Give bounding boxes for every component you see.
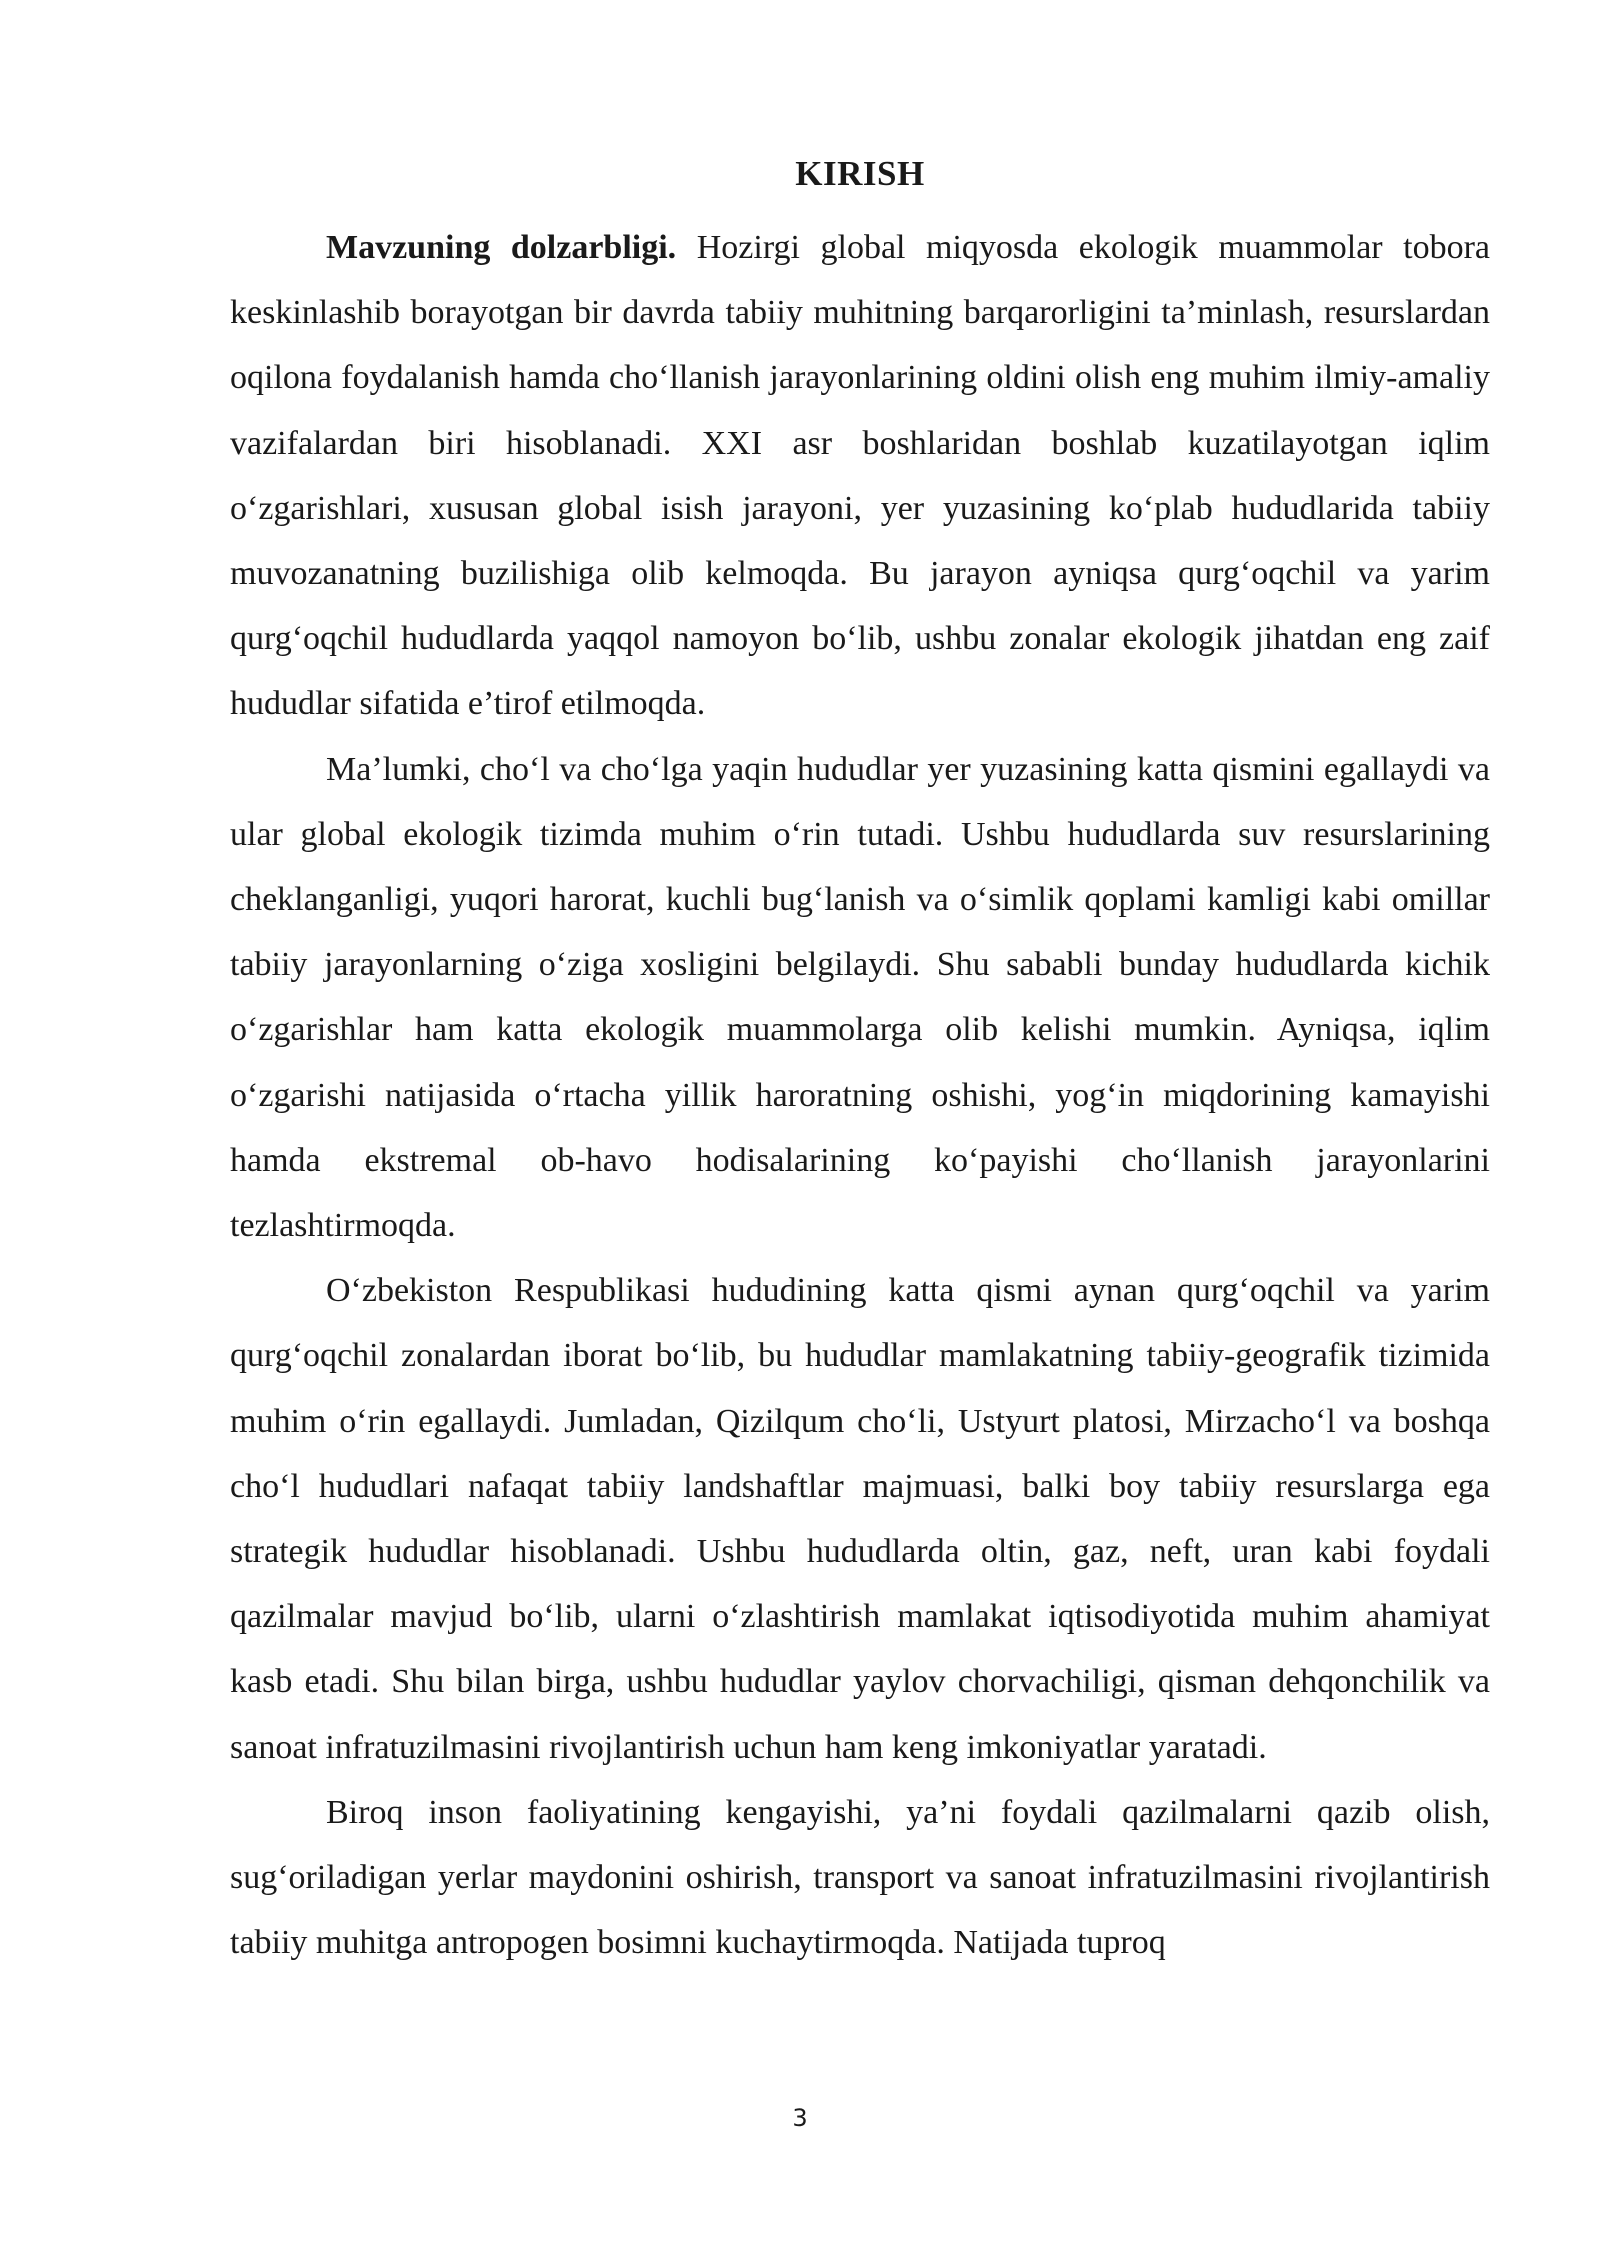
paragraph-text: Hozirgi global miqyosda ekologik muammolar tobora keskinlashib borayotgan bir davrda tabiiy muhitning barqarorligini ta’minlash, resurslardan oqilona foydalanish hamda cho‘llanish jarayonlarining oldini olish eng muhim ilmiy-amaliy vazifalardan biri hisoblanadi. XXI asr boshlaridan boshlab kuzatilayotgan iqlim o‘zgarishlari, xususan global isish jarayoni, yer yuzasining ko‘plab hududlarida tabiiy muvozanatning buzilishiga olib kelmoqda. Bu jarayon ayniqsa qurg‘oqchil va yarim qurg‘oqchil hududlarda yaqqol namoyon bo‘lib, ushbu zonalar ekologik jihatdan eng zaif hududlar sifatida e’tirof etilmoqda. [230,229,1491,723]
page-body [230,150,1490,1975]
paragraph-human-activity [230,1780,1490,1976]
paragraph-uzbekistan [230,1258,1490,1780]
paragraph-relevance [230,215,1490,737]
paragraph-text: O‘zbekiston Respublikasi hududining katta qismi aynan qurg‘oqchil va yarim qurg‘oqchil zonalardan iborat bo‘lib, bu hududlar mamlakatning tabiiy-geografik tizimida muhim o‘rin egallaydi. Jumladan, Qizilqum cho‘li, Ustyurt platosi, Mirzacho‘l va boshqa cho‘l hududlari nafaqat tabiiy landshaftlar majmuasi, balki boy tabiiy resurslarga ega strategik hududlar hisoblanadi. Ushbu hududlarda oltin, gaz, neft, uran kabi foydali qazilmalar mavjud bo‘lib, ularni o‘zlashtirish mamlakat iqtisodiyotida muhim ahamiyat kasb etadi. Shu bilan birga, ushbu hududlar yaylov chorvachiligi, qisman dehqonchilik va sanoat infratuzilmasini rivojlantirish uchun ham keng imkoniyatlar yaratadi. [230,1272,1490,1766]
paragraph-deserts [230,737,1490,1259]
section-heading: KIRISH [795,154,925,193]
page-number: 3 [792,2104,808,2132]
paragraph-text: Biroq inson faoliyatining kengayishi, ya’ni foydali qazilmalarni qazib olish, sug‘oriladigan yerlar maydonini oshirish, transport va sanoat infratuzilmasini rivojlantirish tabiiy muhitga antropogen bosimni kuchaytirmoqda. Natijada tuproq [230,1793,1490,1962]
paragraph-text: Ma’lumki, cho‘l va cho‘lga yaqin hududlar yer yuzasining katta qismini egallaydi va ular global ekologik tizimda muhim o‘rin tutadi. Ushbu hududlarda suv resurslarining cheklanganligi, yuqori harorat, kuchli bug‘lanish va o‘simlik qoplami kamligi kabi omillar tabiiy jarayonlarning o‘ziga xosligini belgilaydi. Shu sababli bunday hududlarda kichik o‘zgarishlar ham katta ekologik muammolarga olib kelishi mumkin. Ayniqsa, iqlim o‘zgarishi natijasida o‘rtacha yillik haroratning oshishi, yog‘in miqdorining kamayishi hamda ekstremal ob-havo hodisalarining ko‘payishi cho‘llanish jarayonlarini tezlashtirmoqda. [230,750,1490,1245]
paragraph-lead: Mavzuning dolzarbligi. [326,229,677,266]
